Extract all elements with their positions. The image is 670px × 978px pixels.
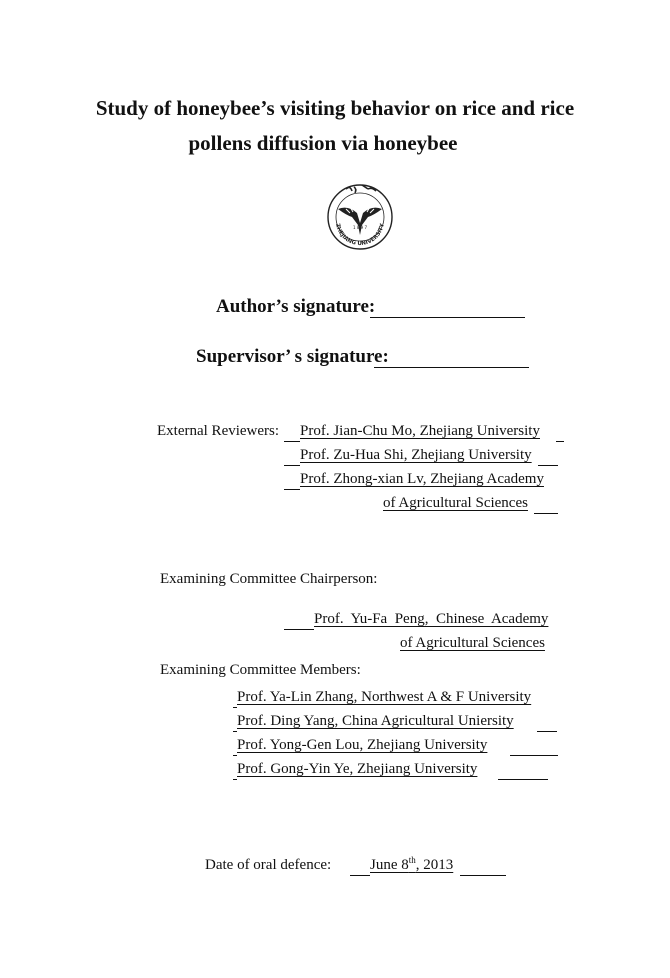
thesis-title-line-2: pollens diffusion via honeybee (188, 131, 458, 155)
members-label: Examining Committee Members: (160, 662, 361, 678)
underline-pad (233, 731, 237, 732)
svg-text:1 8 9 7: 1 8 9 7 (353, 225, 367, 230)
chairperson-line-2: of Agricultural Sciences (400, 635, 545, 651)
committee-member-3: Prof. Yong-Gen Lou, Zhejiang University (237, 737, 488, 753)
defence-date-label: Date of oral defence: (205, 857, 332, 873)
external-reviewer-2: Prof. Zu-Hua Shi, Zhejiang University (300, 447, 532, 463)
underline-pad (510, 755, 558, 756)
underline-pad (534, 513, 558, 514)
chairperson-label: Examining Committee Chairperson: (160, 571, 378, 587)
external-reviewers-label: External Reviewers: (157, 423, 280, 439)
underline-pad (284, 629, 314, 630)
underline-pad (233, 755, 237, 756)
supervisor-signature-line (374, 367, 529, 368)
underline-pad (538, 465, 558, 466)
underline-pad (460, 875, 506, 876)
external-reviewer-1: Prof. Jian-Chu Mo, Zhejiang University (300, 423, 540, 439)
underline-pad (284, 441, 300, 442)
defence-date-suffix: th (408, 855, 416, 865)
supervisor-signature-label: Supervisor’ s signature: (196, 346, 389, 367)
underline-pad (498, 779, 548, 780)
committee-member-4: Prof. Gong-Yin Ye, Zhejiang University (237, 761, 478, 777)
committee-member-1: Prof. Ya-Lin Zhang, Northwest A & F University (237, 689, 532, 705)
thesis-title-line-1: Study of honeybee’s visiting behavior on rice and rice (95, 96, 575, 120)
defence-date-value (370, 857, 453, 874)
committee-member-2: Prof. Ding Yang, China Agricultural Uniersity (237, 713, 514, 729)
underline-pad (233, 707, 237, 708)
author-signature-label: Author’s signature: (216, 296, 376, 317)
chairperson-line-1: Prof. Yu-Fa Peng, Chinese Academy (314, 611, 549, 627)
underline-pad (284, 489, 300, 490)
underline-pad (284, 465, 300, 466)
underline-pad (350, 875, 370, 876)
university-emblem-icon (324, 179, 396, 251)
defence-date-year: , 2013 (415, 857, 454, 873)
underline-pad (537, 731, 557, 732)
author-signature-line (370, 317, 525, 318)
underline-pad (556, 441, 564, 442)
defence-date-day: June 8 (370, 857, 409, 873)
external-reviewer-3: Prof. Zhong-xian Lv, Zhejiang Academy (300, 471, 544, 487)
external-reviewer-3-cont: of Agricultural Sciences (383, 495, 528, 511)
svg-text:ZHEJIANG UNIVERSITY: ZHEJIANG UNIVERSITY (334, 223, 386, 248)
underline-pad (233, 779, 237, 780)
